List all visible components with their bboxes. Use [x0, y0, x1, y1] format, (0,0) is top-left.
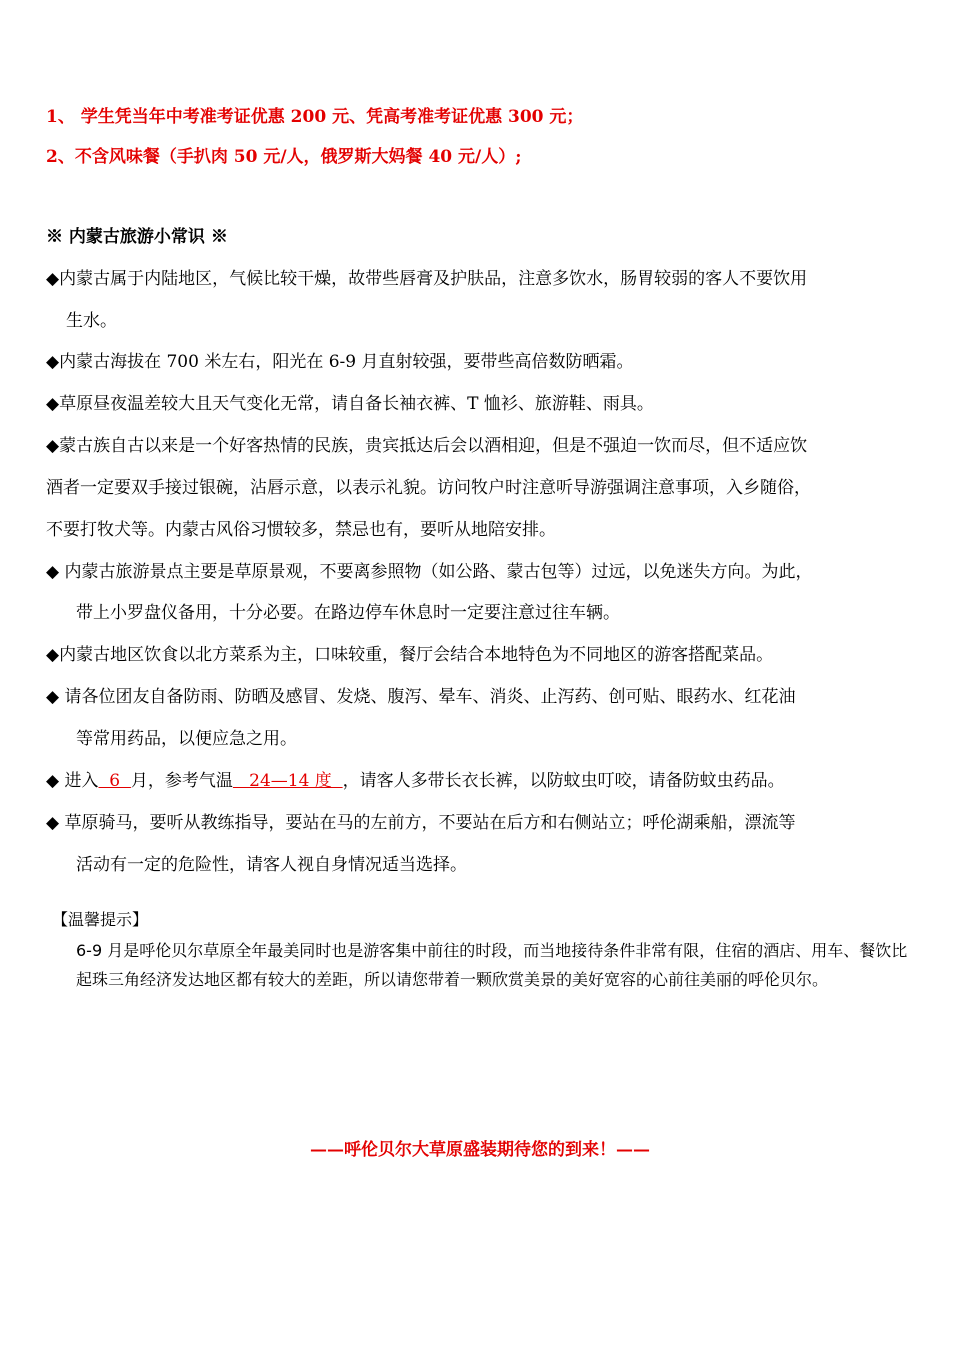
tip-1-line-2: 生水。: [66, 311, 117, 331]
tip-8-suffix: ，请客人多带长衣长裤，以防蚊虫叮咬，请备防蚊虫药品。: [342, 771, 785, 791]
tip-7-line-1: ◆ 请各位团友自备防雨、防晒及感冒、发烧、腹泻、晕车、消炎、止泻药、创可贴、眼药水、红花油: [46, 687, 796, 707]
tip-8: [46, 770, 785, 792]
tip-9-line-2: 活动有一定的危险性，请客人视自身情况适当选择。: [76, 855, 467, 875]
tip-2: ◆内蒙古海拔在 700 米左右，阳光在 6-9 月直射较强，要带些高倍数防晒霜。: [46, 352, 634, 372]
tip-8-temperature: 24—14 度: [232, 771, 343, 791]
tip-4-line-2: 酒者一定要双手接过银碗，沾唇示意，以表示礼貌。访问牧户时注意听导游强调注意事项，入乡随俗，: [46, 478, 811, 498]
tip-1-line-1: ◆内蒙古属于内陆地区，气候比较干燥，故带些唇膏及护肤品，注意多饮水，肠胃较弱的客人不要饮用: [46, 269, 808, 289]
tip-5-line-2: 带上小罗盘仪备用，十分必要。在路边停车休息时一定要注意过往车辆。: [76, 603, 620, 623]
tip-3: ◆草原昼夜温差较大且天气变化无常，请自备长袖衣裤、T 恤衫、旅游鞋、雨具。: [46, 394, 654, 414]
closing-slogan: ——呼伦贝尔大草原盛装期待您的到来！——: [310, 1140, 650, 1160]
tip-6: ◆内蒙古地区饮食以北方菜系为主，口味较重，餐厅会结合本地特色为不同地区的游客搭配菜品。: [46, 645, 774, 665]
offer-line-1: 1、 学生凭当年中考准考证优惠 200 元、凭高考准考证优惠 300 元；: [46, 107, 584, 127]
section-title: ※ 内蒙古旅游小常识 ※: [46, 227, 228, 247]
warm-tip-body: 6-9 月是呼伦贝尔草原全年最美同时也是游客集中前往的时段，而当地接待条件非常有限，住宿的酒店、用车、餐饮比起珠三角经济发达地区都有较大的差距，所以请您带着一颗欣赏美景的美好宽容的心前往美丽的呼伦贝尔。: [76, 941, 908, 989]
tip-4-line-1: ◆蒙古族自古以来是一个好客热情的民族，贵宾抵达后会以酒相迎，但是不强迫一饮而尽，但不适应饮: [46, 436, 808, 456]
tip-8-prefix: ◆ 进入: [46, 771, 99, 791]
tip-4-line-3: 不要打牧犬等。内蒙古风俗习惯较多，禁忌也有，要听从地陪安排。: [46, 520, 556, 540]
tip-8-month: 6: [98, 771, 131, 791]
tip-8-mid: 月，参考气温: [130, 771, 233, 791]
tip-5-line-1: ◆ 内蒙古旅游景点主要是草原景观，不要离参照物（如公路、蒙古包等）过远，以免迷失方向。为此，: [46, 562, 813, 582]
offer-line-2: 2、不含风味餐（手扒肉 50 元/人，俄罗斯大妈餐 40 元/人）;: [46, 147, 522, 167]
tip-9-line-1: ◆ 草原骑马，要听从教练指导，要站在马的左前方，不要站在后方和右侧站立；呼伦湖乘船，漂流等: [46, 813, 796, 833]
warm-tip-title: 【温馨提示】: [52, 910, 149, 929]
tip-7-line-2: 等常用药品，以便应急之用。: [76, 729, 297, 749]
